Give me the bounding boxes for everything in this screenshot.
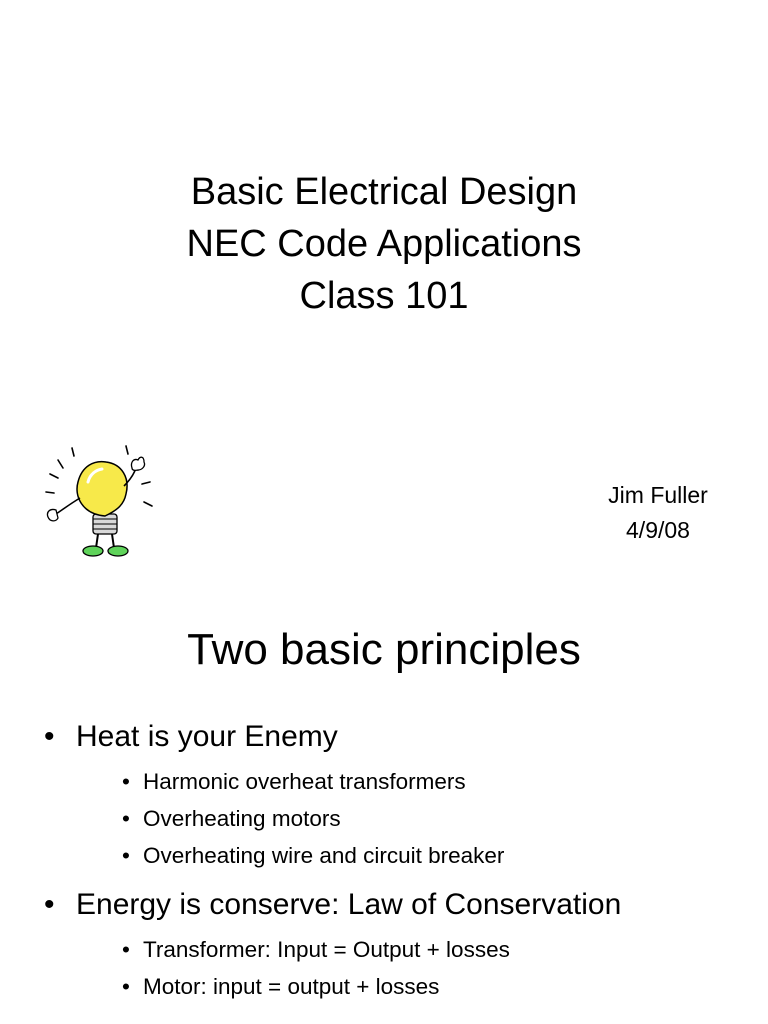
bullet-item [0,879,768,931]
title-line-2: NEC Code Applications [186,223,582,265]
sub-bullet-text: Harmonic overheat transformers [143,769,466,794]
sub-bullet-item [0,763,768,800]
bullet-icon: • [122,843,130,868]
author-name: Jim Fuller [608,482,708,508]
lightbulb-character-icon [38,438,160,564]
bullet-icon: • [122,769,130,794]
slide-title: Two basic principles [187,625,581,674]
sub-bullet-item [0,800,768,837]
bullet-text: Heat is your Enemy [76,720,338,753]
sub-bullet-item [0,837,768,874]
title-line-1: Basic Electrical Design [190,171,578,213]
bullet-icon: • [122,937,130,962]
sub-bullet-item [0,931,768,968]
presenter-info [560,478,756,548]
sub-bullet-text: Overheating wire and circuit breaker [143,843,505,868]
sub-bullet-text: Transformer: Input = Output + losses [143,937,510,962]
bullet-item [0,711,768,763]
sub-bullet-item [0,968,768,1005]
title-line-3: Class 101 [299,275,469,317]
bullet-text: Energy is conserve: Law of Conservation [76,888,622,921]
bullet-icon: • [44,888,55,921]
bullet-list [0,711,768,1005]
bullet-icon: • [122,806,130,831]
sub-bullet-text: Motor: input = output + losses [143,974,440,999]
slide-title [0,166,768,322]
bullet-icon: • [44,720,55,753]
content-slide [0,598,768,1024]
presentation-date: 4/9/08 [626,517,690,543]
bullet-icon: • [122,974,130,999]
sub-bullet-text: Overheating motors [143,806,341,831]
